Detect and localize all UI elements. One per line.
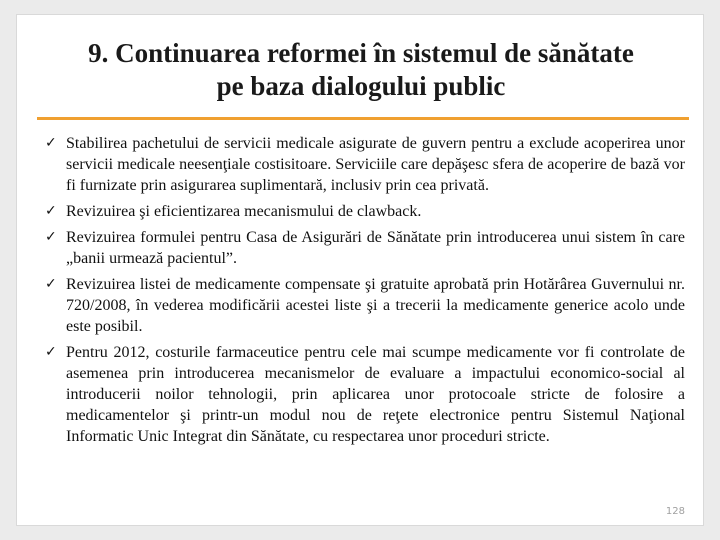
checkmark-icon: ✓	[45, 203, 57, 219]
checkmark-icon: ✓	[45, 344, 57, 360]
bullet-list	[45, 133, 685, 452]
bullet-text: Stabilirea pachetului de servicii medicale asigurate de guvern pentru a exclude acoperirea unor servicii medicale neesenţiale costisitoare. Serviciile care depăşesc sfera de acoperire de bază vor fi furnizate prin asigurarea suplimentară, inclusiv prin cea privată.	[66, 135, 685, 194]
bullet-item	[45, 274, 685, 337]
bullet-text: Revizuirea şi eficientizarea mecanismului de clawback.	[66, 203, 422, 220]
title-divider	[37, 117, 689, 120]
slide-title	[17, 37, 705, 103]
bullet-item	[45, 342, 685, 447]
bullet-item	[45, 227, 685, 269]
bullet-text: Pentru 2012, costurile farmaceutice pentru cele mai scumpe medicamente vor fi controlate de asemenea prin introducerea mecanismelor de evaluare a impactului economico-social al introducerii noilor tehnologii, prin aplicarea unor protocoale stricte de folosire a medicamentelor şi printr-un modul nou de reţete electronice pentru Sistemul Naţional Informatic Unic Integrat din Sănătate, cu respectarea unor proceduri stricte.	[66, 344, 685, 445]
bullet-item	[45, 133, 685, 196]
checkmark-icon: ✓	[45, 229, 57, 245]
slide	[16, 14, 704, 526]
bullet-text: Revizuirea listei de medicamente compensate şi gratuite aprobată prin Hotărârea Guvernului nr. 720/2008, în vederea modificării acestei liste şi a trecerii la medicamente generice acolo unde este posibil.	[66, 276, 685, 335]
checkmark-icon: ✓	[45, 276, 57, 292]
checkmark-icon: ✓	[45, 135, 57, 151]
page-number: 128	[665, 506, 685, 517]
slide-title-line-2: pe baza dialogului public	[216, 71, 506, 101]
slide-title-line-1: 9. Continuarea reformei în sistemul de sănătate	[88, 38, 634, 68]
bullet-text: Revizuirea formulei pentru Casa de Asigurări de Sănătate prin introducerea unui sistem în care „banii urmează pacientul”.	[66, 229, 685, 267]
bullet-item	[45, 201, 685, 222]
